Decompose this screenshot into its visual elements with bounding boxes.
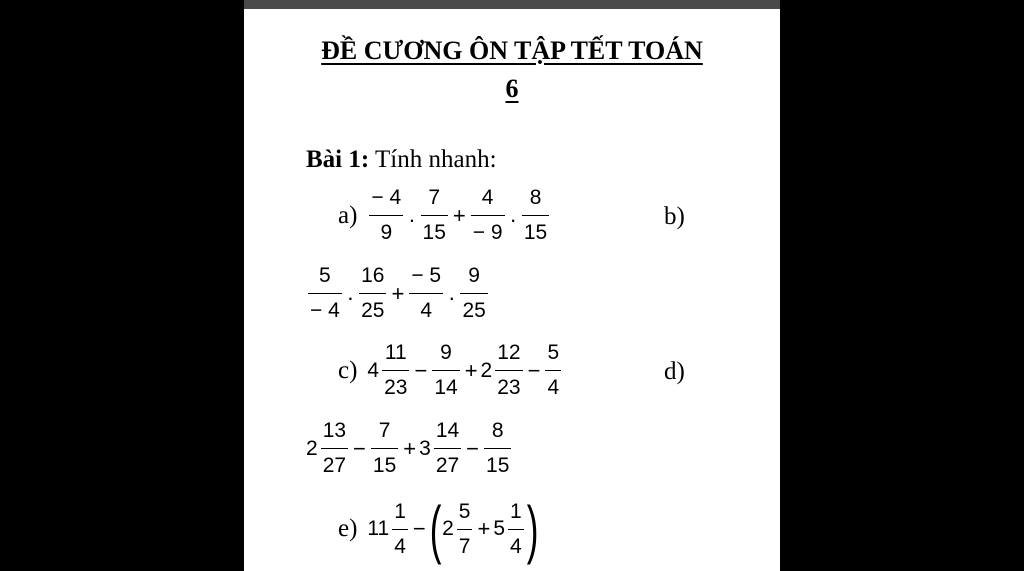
denominator: − 9 xyxy=(472,221,503,244)
problem-c-label: c) xyxy=(338,356,358,384)
numerator: 13 xyxy=(322,419,347,442)
denominator: 15 xyxy=(486,454,510,477)
numerator: 7 xyxy=(378,419,391,442)
operator: − xyxy=(412,516,426,541)
fraction xyxy=(371,419,398,478)
fraction xyxy=(409,264,443,323)
exercise-instruction: Tính nhanh: xyxy=(375,146,497,173)
denominator: 4 xyxy=(394,534,406,558)
problem-e xyxy=(338,493,539,565)
fraction xyxy=(382,341,409,400)
operator: + xyxy=(452,202,466,228)
numerator: 5 xyxy=(458,499,471,523)
operator: + xyxy=(464,357,478,383)
denominator: 25 xyxy=(361,299,385,322)
page-top-edge xyxy=(244,0,780,9)
numerator: − 5 xyxy=(411,264,442,287)
fraction xyxy=(369,186,403,245)
whole-part: 3 xyxy=(419,436,431,460)
operator: − xyxy=(466,435,480,461)
numerator: 12 xyxy=(497,341,521,364)
operator: + xyxy=(477,516,491,541)
operator: · xyxy=(408,206,416,232)
exercise-heading xyxy=(306,146,497,174)
fraction xyxy=(392,500,408,559)
problem-d-label: d) xyxy=(664,358,685,385)
operator: + xyxy=(391,280,405,306)
problem-a xyxy=(338,186,551,245)
operator: · xyxy=(509,206,517,232)
numerator: 8 xyxy=(491,419,504,442)
operator: + xyxy=(403,435,417,461)
denominator: 15 xyxy=(422,221,446,244)
numerator: 14 xyxy=(435,419,460,442)
operator: · xyxy=(346,284,355,310)
numerator: 1 xyxy=(394,499,406,523)
denominator: 9 xyxy=(380,221,393,244)
denominator: 15 xyxy=(372,454,397,477)
left-parenthesis: ( xyxy=(429,493,442,565)
numerator: 16 xyxy=(361,264,385,287)
fraction xyxy=(308,264,342,323)
denominator: 15 xyxy=(523,221,548,244)
whole-part: 11 xyxy=(367,517,390,540)
denominator: 4 xyxy=(547,376,560,399)
title-line-1: ĐỀ CƯƠNG ÔN TẬP TẾT TOÁN xyxy=(321,36,703,65)
fraction xyxy=(522,186,549,245)
denominator: 4 xyxy=(510,534,522,558)
fraction xyxy=(471,186,505,245)
fraction xyxy=(484,419,511,478)
operator: − xyxy=(414,357,428,383)
fraction xyxy=(432,341,459,400)
denominator: 4 xyxy=(420,299,433,322)
document-page xyxy=(244,0,780,571)
numerator: 4 xyxy=(481,186,494,209)
numerator: 11 xyxy=(384,341,407,364)
numerator: − 4 xyxy=(371,186,402,209)
fraction xyxy=(457,500,473,559)
fraction xyxy=(495,341,522,400)
fraction xyxy=(421,186,448,245)
numerator: 5 xyxy=(547,341,560,364)
denominator: 23 xyxy=(497,376,521,399)
whole-part: 2 xyxy=(306,436,318,460)
whole-part: 2 xyxy=(442,517,454,540)
document-title xyxy=(244,32,780,108)
fraction xyxy=(359,264,386,323)
numerator: 9 xyxy=(468,264,480,287)
exercise-label: Bài 1: xyxy=(306,146,370,173)
fraction xyxy=(545,341,561,400)
numerator: 9 xyxy=(440,341,452,364)
fraction xyxy=(321,419,348,478)
fraction xyxy=(460,264,487,323)
denominator: 14 xyxy=(434,376,458,399)
denominator: 25 xyxy=(462,299,486,322)
whole-part: 5 xyxy=(493,517,506,540)
operator: · xyxy=(448,284,456,310)
problem-d xyxy=(306,419,513,478)
fraction xyxy=(508,500,524,559)
operator: − xyxy=(353,435,366,461)
problem-a-label: a) xyxy=(338,201,358,229)
problem-b-label: b) xyxy=(664,203,685,230)
numerator: 8 xyxy=(529,186,542,209)
operator: − xyxy=(527,357,541,383)
whole-part: 2 xyxy=(480,358,493,382)
numerator: 5 xyxy=(319,264,331,287)
denominator: 27 xyxy=(435,454,460,477)
whole-part: 4 xyxy=(367,358,380,382)
title-line-2: 6 xyxy=(505,74,519,103)
denominator: 23 xyxy=(384,376,408,399)
problem-e-label: e) xyxy=(338,515,358,542)
denominator: 27 xyxy=(322,454,347,477)
problem-b xyxy=(306,264,490,323)
right-parenthesis: ) xyxy=(526,493,539,565)
numerator: 7 xyxy=(428,186,441,209)
denominator: − 4 xyxy=(310,299,340,322)
denominator: 7 xyxy=(458,534,471,558)
problem-c xyxy=(338,341,563,400)
fraction xyxy=(434,419,461,478)
numerator: 1 xyxy=(510,499,522,523)
